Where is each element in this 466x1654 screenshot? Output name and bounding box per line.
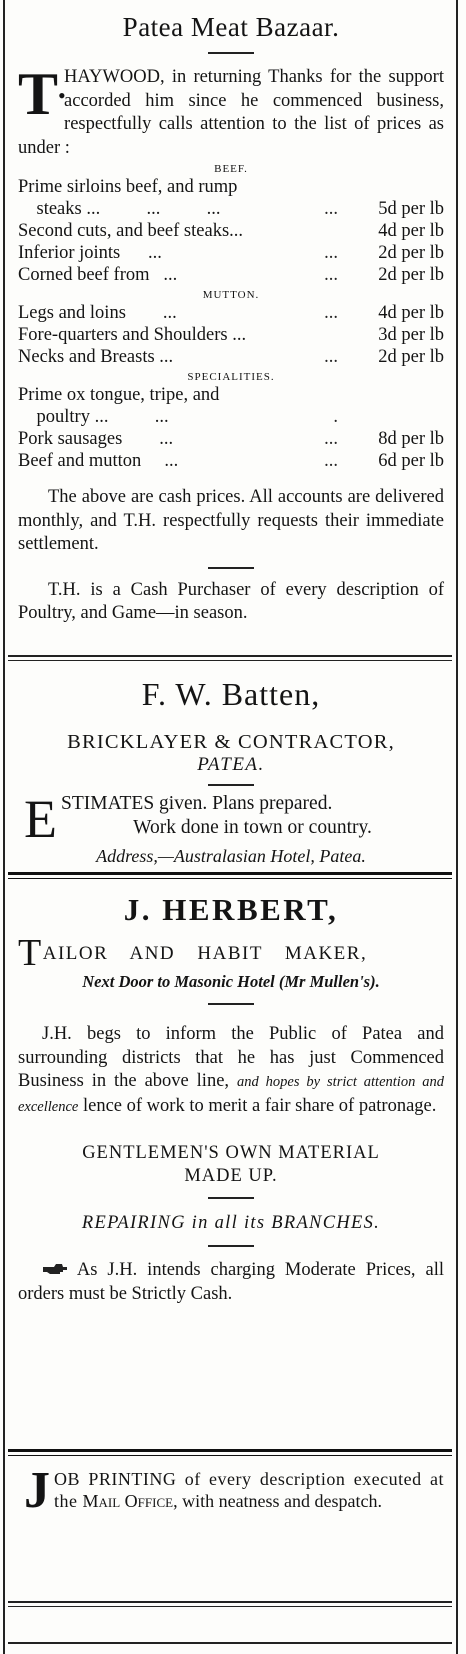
specialities-price <box>352 384 444 406</box>
section-divider-4 <box>8 1601 452 1607</box>
beef-item: Inferior joints ... <box>18 243 162 263</box>
specialities-leader-dots: . <box>333 407 338 427</box>
bottom-rule <box>8 1642 452 1644</box>
batten-town: PATEA. <box>197 754 265 775</box>
estimates-line-1: STIMATES given. Plans prepared. <box>61 793 333 814</box>
beef-row <box>18 264 444 286</box>
mutton-price-list <box>18 302 444 368</box>
beef-row <box>18 198 444 220</box>
herbert-ad <box>18 892 444 1306</box>
beef-item: Corned beef from ... <box>18 265 178 285</box>
batten-address: Address,—Australasian Hotel, Patea. <box>96 846 366 866</box>
job-text-a: OB PRINTING of every description executed at the <box>54 1469 444 1511</box>
beef-row <box>18 220 444 242</box>
poultry-note: T.H. is a Cash Purchaser of every description of Poultry, and Game—in season. <box>18 579 444 623</box>
specialities-row <box>18 450 444 472</box>
batten-trade: BRICKLAYER & CONTRACTOR, <box>67 731 395 753</box>
strictly-cash-text: As J.H. intends charging Moderate Prices, all orders must be Strictly Cash. <box>18 1260 444 1304</box>
title-divider <box>208 52 254 54</box>
batten-divider <box>208 784 254 786</box>
herbert-location: Next Door to Masonic Hotel (Mr Mullen's). <box>82 972 380 991</box>
trade-dropcap: T <box>18 932 43 974</box>
estimates-dropcap: E <box>24 789 57 849</box>
section-divider-2 <box>8 872 452 879</box>
mutton-leader-dots: ... <box>324 347 338 367</box>
mutton-row <box>18 346 444 368</box>
beef-price-list <box>18 176 444 286</box>
specialities-leader-dots: ... <box>324 429 338 449</box>
mutton-row <box>18 302 444 324</box>
batten-estimates <box>18 789 444 849</box>
mutton-price: 3d per lb <box>378 325 444 345</box>
meat-bazaar-title: Patea Meat Bazaar. <box>122 12 340 42</box>
mail-office-name: Mail Office <box>82 1491 174 1511</box>
notice-part-b: and hopes by strict attention and excellence <box>18 1074 445 1115</box>
beef-price: 2d per lb <box>378 265 444 285</box>
job-printing-text <box>18 1462 444 1519</box>
beef-item: Second cuts, and beef steaks... <box>18 221 244 241</box>
mutton-heading: MUTTON. <box>202 289 260 301</box>
section-divider-1 <box>8 655 452 661</box>
specialities-leader-dots <box>311 384 352 406</box>
specialities-row <box>18 384 444 406</box>
strictly-cash-notice <box>18 1259 444 1306</box>
mutton-item: Legs and loins ... <box>18 303 177 323</box>
beef-leader-dots: ... <box>324 265 338 285</box>
material-line-1: GENTLEMEN'S OWN MATERIAL <box>82 1143 380 1163</box>
intro-dropcap: T <box>18 61 59 127</box>
pointing-hand-icon <box>42 1261 68 1277</box>
beef-leader-dots <box>315 176 352 198</box>
right-column-rule <box>456 0 458 1654</box>
specialities-price: 8d per lb <box>378 429 444 449</box>
beef-leader-dots: ... <box>324 243 338 263</box>
specialities-heading: SPECIALITIES. <box>187 371 275 383</box>
estimates-line-2: Work done in town or country. <box>133 817 372 838</box>
herbert-trade-line <box>18 932 444 974</box>
specialities-item: Pork sausages ... <box>18 429 174 449</box>
herbert-notice <box>18 1023 444 1119</box>
beef-price: 5d per lb <box>378 199 444 219</box>
herbert-divider-3 <box>208 1245 254 1247</box>
mutton-price: 2d per lb <box>378 347 444 367</box>
cash-prices-note: The above are cash prices. All accounts are delivered monthly, and T.H. respectfully requests their immediate settlement. <box>18 487 444 554</box>
beef-item: steaks ... ... ... <box>18 199 221 219</box>
beef-leader-dots <box>315 220 352 242</box>
beef-price: 4d per lb <box>378 221 444 241</box>
batten-ad <box>18 676 444 868</box>
specialities-price: 6d per lb <box>378 451 444 471</box>
herbert-divider-2 <box>208 1197 254 1199</box>
beef-heading: BEEF. <box>214 163 248 175</box>
material-line-2: MADE UP. <box>184 1166 278 1186</box>
mutton-row <box>18 324 444 346</box>
herbert-divider-1 <box>208 1003 254 1005</box>
specialities-item: Beef and mutton ... <box>18 451 179 471</box>
beef-leader-dots: ... <box>324 199 338 219</box>
section-divider-3 <box>8 1449 452 1456</box>
beef-item: Prime sirloins beef, and rump <box>18 177 238 197</box>
beef-price <box>352 176 444 198</box>
dropcap-dot: • <box>58 83 66 108</box>
batten-name: F. W. Batten, <box>141 676 321 712</box>
herbert-name: J. HERBERT, <box>123 892 339 927</box>
mutton-leader-dots: ... <box>324 303 338 323</box>
specialities-leader-dots: ... <box>324 451 338 471</box>
specialities-item: Prime ox tongue, tripe, and <box>18 385 220 405</box>
notice-part-c: lence of work to merit a fair share of patronage. <box>82 1095 437 1116</box>
mutton-item: Necks and Breasts ... <box>18 347 174 367</box>
beef-row <box>18 176 444 198</box>
specialities-price <box>352 406 444 428</box>
specialities-row <box>18 428 444 450</box>
beef-row <box>18 242 444 264</box>
job-text-b: , with neatness and despatch. <box>173 1491 383 1511</box>
specialities-price-list <box>18 384 444 472</box>
repairing-line: REPAIRING in all its BRANCHES. <box>81 1213 381 1233</box>
specialities-row <box>18 406 444 428</box>
job-dropcap: J <box>24 1462 50 1519</box>
mutton-item: Fore-quarters and Shoulders ... <box>18 325 247 345</box>
cash-note-divider <box>208 567 254 569</box>
notice-part-a: J.H. begs to inform the Public of Patea and surrounding districts that he has just Commenced Business in the above line, <box>18 1024 444 1091</box>
job-printing-ad <box>18 1462 444 1519</box>
left-column-rule <box>3 0 5 1654</box>
herbert-trade: AILOR AND HABIT MAKER, <box>42 943 368 964</box>
intro-text: HAYWOOD, in returning Thanks for the support accorded him since he commenced business, respectfully calls attention to the list of prices as under : <box>18 67 444 158</box>
meat-bazaar-ad <box>18 10 444 626</box>
mutton-price: 4d per lb <box>378 303 444 323</box>
meat-bazaar-intro <box>18 61 444 160</box>
specialities-item: poultry ... ... <box>18 407 169 427</box>
mutton-leader-dots <box>316 324 352 346</box>
beef-price: 2d per lb <box>378 243 444 263</box>
